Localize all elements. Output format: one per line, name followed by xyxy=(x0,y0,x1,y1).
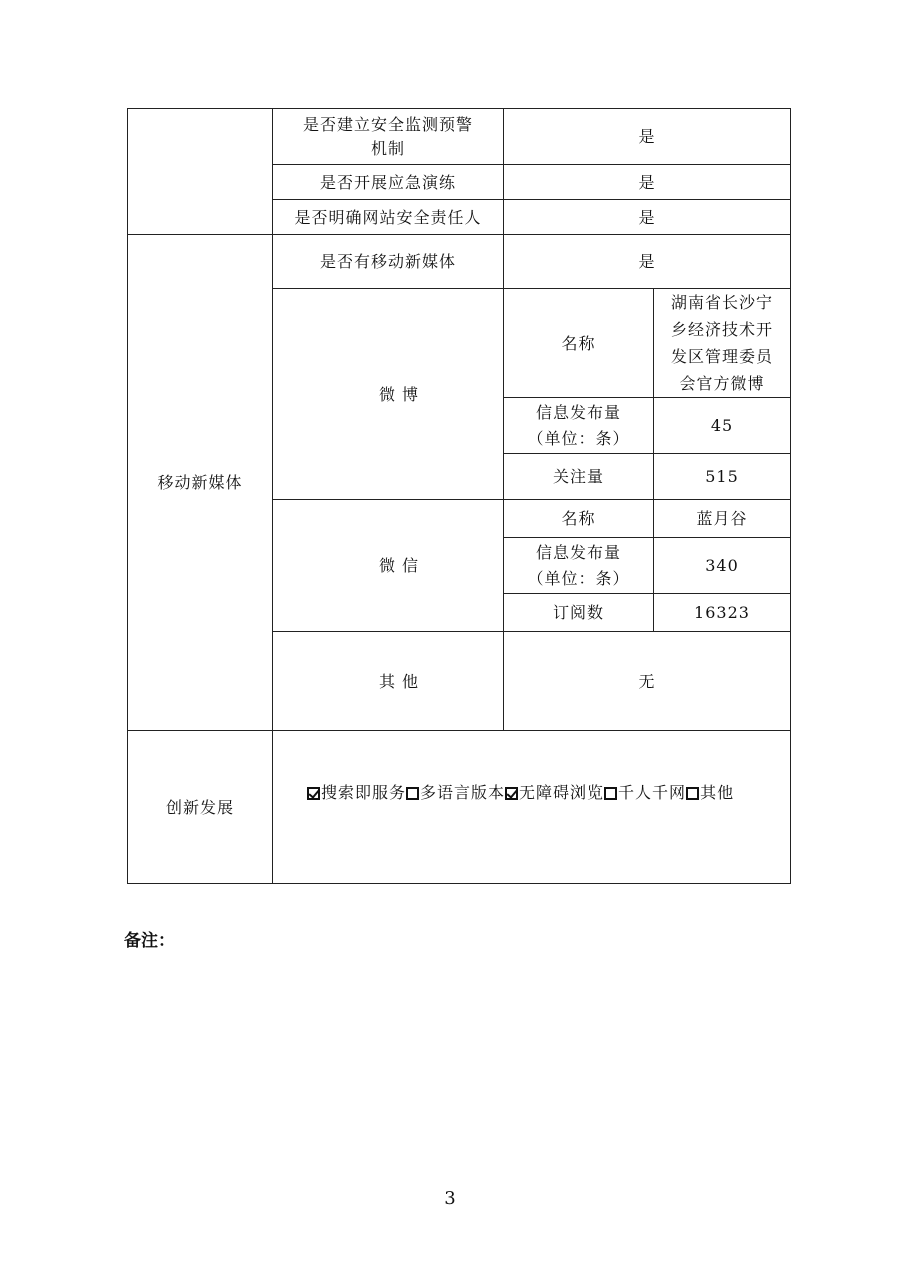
innovation-label: 创新发展 xyxy=(128,731,273,884)
wechat-label: 微 信 xyxy=(273,500,504,632)
option-multilingual: 多语言版本 xyxy=(406,783,505,802)
security-monitoring-value: 是 xyxy=(504,109,791,165)
wechat-name-value: 蓝月谷 xyxy=(654,500,791,538)
checkbox-icon xyxy=(307,787,320,800)
has-mobile-media-value: 是 xyxy=(504,235,791,289)
security-section-cell xyxy=(128,109,273,235)
weibo-label: 微 博 xyxy=(273,289,504,500)
weibo-posts-value: 45 xyxy=(654,398,791,454)
option-search-service: 搜索即服务 xyxy=(307,783,406,802)
report-table xyxy=(127,108,791,884)
wechat-name-label: 名称 xyxy=(504,500,654,538)
weibo-followers-value: 515 xyxy=(654,454,791,500)
weibo-followers-label: 关注量 xyxy=(504,454,654,500)
mobile-media-section-label: 移动新媒体 xyxy=(128,235,273,731)
wechat-subscribers-value: 16323 xyxy=(654,594,791,632)
page-number: 3 xyxy=(444,1188,456,1209)
security-officer-label: 是否明确网站安全责任人 xyxy=(273,200,504,235)
weibo-name-label: 名称 xyxy=(504,289,654,398)
emergency-drill-value: 是 xyxy=(504,165,791,200)
other-media-label: 其 他 xyxy=(273,632,504,731)
remark-label: 备注： xyxy=(124,931,175,951)
weibo-name-value: 湖南省长沙宁 乡经济技术开 发区管理委员 会官方微博 xyxy=(654,289,791,398)
innovation-options xyxy=(273,731,791,884)
has-mobile-media-label: 是否有移动新媒体 xyxy=(273,235,504,289)
weibo-posts-label: 信息发布量 （单位：条） xyxy=(504,398,654,454)
option-accessible-browsing: 无障碍浏览 xyxy=(505,783,604,802)
security-officer-value: 是 xyxy=(504,200,791,235)
checkbox-icon xyxy=(604,787,617,800)
wechat-posts-label: 信息发布量 （单位：条） xyxy=(504,538,654,594)
security-monitoring-label: 是否建立安全监测预警 机制 xyxy=(273,109,504,165)
checkbox-icon xyxy=(686,787,699,800)
other-media-value: 无 xyxy=(504,632,791,731)
emergency-drill-label: 是否开展应急演练 xyxy=(273,165,504,200)
option-other: 其他 xyxy=(686,783,734,802)
wechat-subscribers-label: 订阅数 xyxy=(504,594,654,632)
checkbox-icon xyxy=(505,787,518,800)
wechat-posts-value: 340 xyxy=(654,538,791,594)
option-personalized-web: 千人千网 xyxy=(604,783,686,802)
checkbox-icon xyxy=(406,787,419,800)
